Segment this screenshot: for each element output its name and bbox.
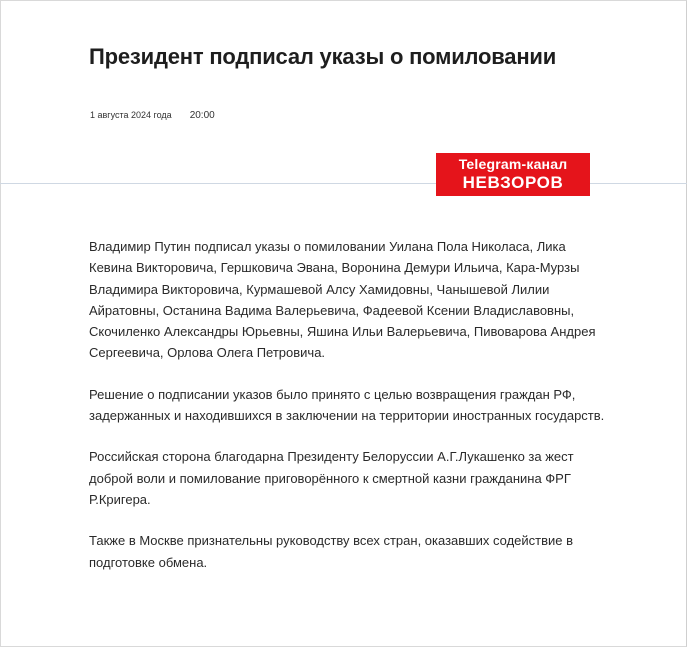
telegram-channel-watermark: [436, 153, 590, 196]
watermark-line-2: НЕВЗОРОВ: [462, 173, 564, 192]
article-paragraph: Владимир Путин подписал указы о помиловании Уилана Пола Николаса, Лика Кевина Викторовича, Гершковича Эвана, Воронина Демури Ильича, Кара-Мурзы Владимира Викторовича, Курмашевой Алсу Хамидовны, Чанышевой Лилии Айратовны, Останина Вадима Валерьевича, Фадеевой Ксении Владиславовны, Скочиленко Александры Юрьевны, Яшина Ильи Валерьевича, Пивоварова Андрея Сергеевича, Орлова Олега Петровича.: [89, 239, 596, 361]
article-headline: Президент подписал указы о помиловании: [89, 44, 557, 69]
article-meta: [90, 110, 215, 121]
article-paragraph: Российская сторона благодарна Президенту Белоруссии А.Г.Лукашенко за жест доброй воли и помилование приговорённого к смертной казни гражданина ФРГ Р.Кригера.: [89, 449, 574, 507]
watermark-line-1: Telegram-канал: [458, 156, 568, 172]
publish-time: 20:00: [189, 110, 215, 121]
article-body: [89, 236, 605, 593]
article-paragraph: Решение о подписании указов было принято с целью возвращения граждан РФ, задержанных и находившихся в заключении на территории иностранных государств.: [89, 386, 605, 424]
publish-date: 1 августа 2024 года: [90, 110, 172, 120]
article-paragraph: Также в Москве признательны руководству всех стран, оказавших содействие в подготовке обмена.: [89, 533, 574, 570]
